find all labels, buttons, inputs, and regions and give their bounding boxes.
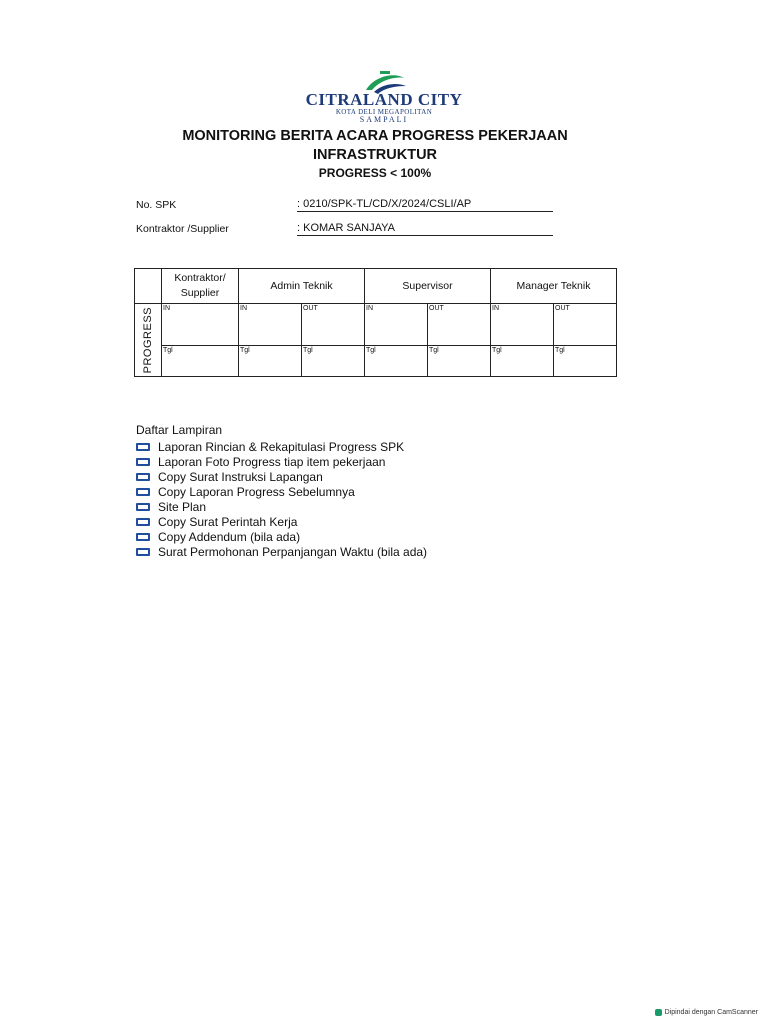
admin-out-date-cell[interactable]: Tgl <box>302 346 365 377</box>
list-item <box>136 499 427 514</box>
list-item <box>136 544 427 559</box>
attachment-label: Surat Permohonan Perpanjangan Waktu (bila ada) <box>158 544 428 559</box>
supervisor-in-cell[interactable]: IN <box>365 304 428 346</box>
attachments-title: Daftar Lampiran <box>136 423 223 437</box>
document-title: MONITORING BERITA ACARA PROGRESS PEKERJAAN <box>182 128 568 144</box>
admin-in-date-cell[interactable]: Tgl <box>239 346 302 377</box>
header-admin-teknik: Admin Teknik <box>239 269 365 304</box>
watermark-text: Dipindai dengan CamScanner <box>664 1009 758 1016</box>
logo-name: CITRALAND CITY <box>305 90 463 109</box>
progress-label: PROGRESS <box>142 306 154 374</box>
attachments-list <box>136 439 427 559</box>
attachment-label: Copy Surat Instruksi Lapangan <box>158 469 323 484</box>
attachment-label: Site Plan <box>158 499 207 514</box>
checkbox[interactable] <box>136 473 150 481</box>
approval-table <box>134 268 617 377</box>
checkbox[interactable] <box>136 503 150 511</box>
list-item <box>136 484 427 499</box>
checkbox[interactable] <box>136 548 150 556</box>
attachment-label: Copy Laporan Progress Sebelumnya <box>158 484 355 499</box>
contractor-label: Kontraktor /Supplier <box>136 223 229 235</box>
attachment-label: Copy Surat Perintah Kerja <box>158 514 298 529</box>
spk-label: No. SPK <box>136 199 177 211</box>
list-item <box>136 454 427 469</box>
attachment-label: Laporan Rincian & Rekapitulasi Progress SPK <box>158 439 405 454</box>
list-item <box>136 439 427 454</box>
admin-out-cell[interactable]: OUT <box>302 304 365 346</box>
manager-out-cell[interactable]: OUT <box>554 304 617 346</box>
attachment-label: Copy Addendum (bila ada) <box>158 529 301 544</box>
table-corner-cell <box>135 269 162 304</box>
checkbox[interactable] <box>136 518 150 526</box>
checkbox[interactable] <box>136 533 150 541</box>
contractor-date-cell[interactable]: Tgl <box>162 346 239 377</box>
logo-subtitle: KOTA DELI MEGAPOLITAN <box>335 108 433 116</box>
contractor-value: : KOMAR SANJAYA <box>297 222 553 236</box>
header-contractor: Kontraktor/ Supplier <box>162 269 239 304</box>
contractor-in-cell[interactable]: IN <box>162 304 239 346</box>
camscanner-icon <box>655 1009 662 1016</box>
logo-location: SAMPALI <box>359 115 409 124</box>
checkbox[interactable] <box>136 443 150 451</box>
list-item <box>136 469 427 484</box>
manager-out-date-cell[interactable]: Tgl <box>554 346 617 377</box>
attachment-label: Laporan Foto Progress tiap item pekerjaan <box>158 454 386 469</box>
admin-in-cell[interactable]: IN <box>239 304 302 346</box>
list-item <box>136 514 427 529</box>
supervisor-out-cell[interactable]: OUT <box>428 304 491 346</box>
progress-row-label <box>135 304 162 377</box>
spk-value: : 0210/SPK-TL/CD/X/2024/CSLI/AP <box>297 198 553 212</box>
checkbox[interactable] <box>136 458 150 466</box>
supervisor-out-date-cell[interactable]: Tgl <box>428 346 491 377</box>
supervisor-in-date-cell[interactable]: Tgl <box>365 346 428 377</box>
manager-in-cell[interactable]: IN <box>491 304 554 346</box>
checkbox[interactable] <box>136 488 150 496</box>
document-subtitle: PROGRESS < 100% <box>318 166 432 180</box>
manager-in-date-cell[interactable]: Tgl <box>491 346 554 377</box>
document-title-line2: INFRASTRUKTUR <box>312 147 438 163</box>
list-item <box>136 529 427 544</box>
header-manager-teknik: Manager Teknik <box>491 269 617 304</box>
camscanner-watermark <box>655 1009 758 1016</box>
header-supervisor: Supervisor <box>365 269 491 304</box>
